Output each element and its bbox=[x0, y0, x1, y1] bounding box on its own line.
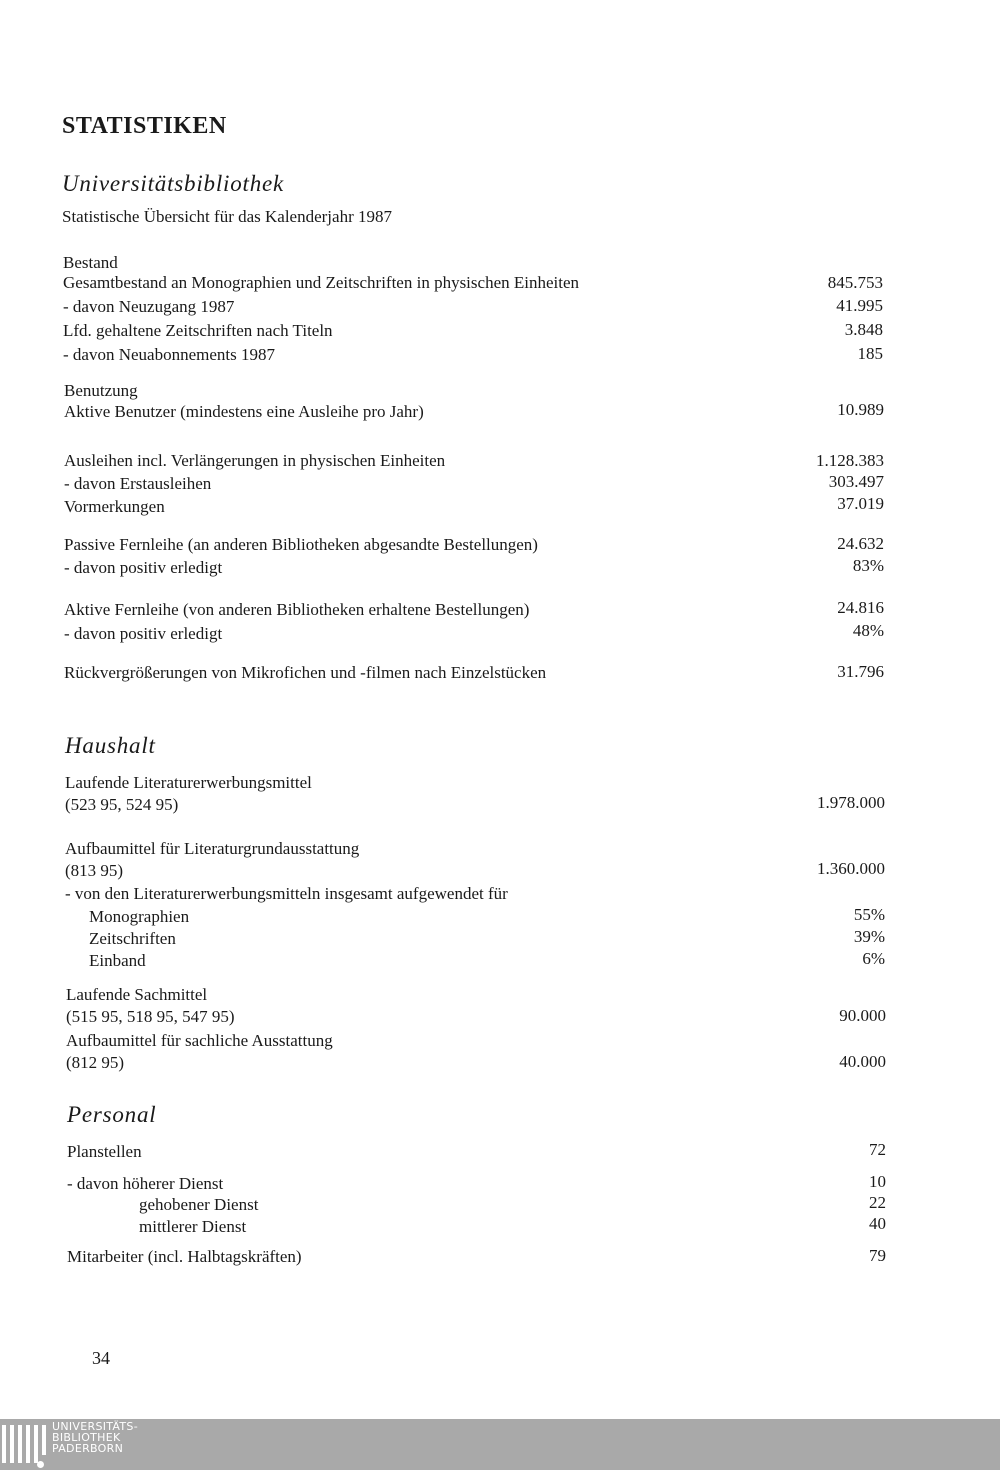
row-label: Monographien bbox=[89, 907, 190, 926]
row-code: (523 95, 524 95) bbox=[65, 795, 179, 814]
row-value: 40 bbox=[869, 1214, 886, 1233]
row-value: 79 bbox=[869, 1246, 886, 1265]
row-value: 185 bbox=[857, 344, 883, 363]
bestand-label: Bestand bbox=[63, 253, 118, 272]
row-value: 24.632 bbox=[837, 534, 884, 553]
row-value: 6% bbox=[862, 949, 885, 968]
row-code: (812 95) bbox=[66, 1053, 125, 1072]
row-label: Lfd. gehaltene Zeitschriften nach Titeln bbox=[63, 321, 333, 340]
row-label: - davon positiv erledigt bbox=[64, 558, 223, 577]
row-value: 3.848 bbox=[844, 320, 883, 339]
section-heading-library: Universitätsbibliothek bbox=[62, 171, 285, 196]
row-label: - davon Erstausleihen bbox=[64, 474, 212, 493]
row-value: 1.360.000 bbox=[817, 859, 885, 878]
section-heading-haushalt: Haushalt bbox=[65, 733, 156, 758]
row-label: Mitarbeiter (incl. Halbtagskräften) bbox=[67, 1247, 302, 1266]
row-label: - von den Literaturerwerbungsmitteln insgesamt aufgewendet für bbox=[65, 884, 508, 903]
row-label: Vormerkungen bbox=[64, 497, 165, 516]
row-label: Laufende Literaturerwerbungsmittel bbox=[65, 773, 312, 792]
page-title: STATISTIKEN bbox=[62, 113, 227, 139]
row-label: Aktive Benutzer (mindestens eine Ausleihe pro Jahr) bbox=[64, 402, 424, 421]
section-heading-personal: Personal bbox=[67, 1102, 157, 1127]
logo-dot-icon bbox=[37, 1461, 44, 1468]
row-value: 10.989 bbox=[837, 400, 884, 419]
row-value: 83% bbox=[852, 556, 884, 575]
row-value: 845.753 bbox=[827, 273, 883, 292]
row-value: 55% bbox=[853, 905, 885, 924]
row-value: 303.497 bbox=[828, 472, 884, 491]
row-label: Ausleihen incl. Verlängerungen in physischen Einheiten bbox=[64, 451, 446, 470]
footer-line: BIBLIOTHEK bbox=[52, 1431, 121, 1444]
row-label: Aufbaumittel für sachliche Ausstattung bbox=[66, 1031, 333, 1050]
row-label: - davon Neuzugang 1987 bbox=[63, 297, 235, 316]
row-code: (515 95, 518 95, 547 95) bbox=[66, 1007, 235, 1026]
row-label: Rückvergrößerungen von Mikrofichen und -filmen nach Einzelstücken bbox=[64, 663, 547, 682]
footer-line: PADERBORN bbox=[52, 1442, 124, 1455]
row-value: 37.019 bbox=[837, 494, 884, 513]
row-label: - davon höherer Dienst bbox=[67, 1174, 224, 1193]
row-value: 48% bbox=[852, 621, 884, 640]
row-code: (813 95) bbox=[65, 861, 124, 880]
row-label: Gesamtbestand an Monographien und Zeitschriften in physischen Einheiten bbox=[63, 273, 580, 292]
row-value: 1.978.000 bbox=[817, 793, 885, 812]
row-value: 10 bbox=[869, 1172, 886, 1191]
row-label: gehobener Dienst bbox=[139, 1195, 259, 1214]
row-label: Einband bbox=[89, 951, 146, 970]
row-label: Planstellen bbox=[67, 1142, 142, 1161]
row-value: 39% bbox=[853, 927, 885, 946]
row-label: - davon positiv erledigt bbox=[64, 624, 223, 643]
row-value: 1.128.383 bbox=[816, 451, 884, 470]
benutzung-label: Benutzung bbox=[64, 381, 138, 400]
row-label: - davon Neuabonnements 1987 bbox=[63, 345, 275, 364]
row-label: Laufende Sachmittel bbox=[66, 985, 208, 1004]
page-number: 34 bbox=[92, 1348, 110, 1368]
row-label: Passive Fernleihe (an anderen Bibliotheken abgesandte Bestellungen) bbox=[64, 535, 538, 554]
row-value: 90.000 bbox=[839, 1006, 886, 1025]
footer-logo-text bbox=[52, 1421, 138, 1454]
footer-bar bbox=[0, 1419, 1000, 1470]
row-label: Aktive Fernleihe (von anderen Bibliotheken erhaltene Bestellungen) bbox=[64, 600, 530, 619]
row-value: 40.000 bbox=[839, 1052, 886, 1071]
footer-line: UNIVERSITÄTS- bbox=[52, 1420, 138, 1433]
row-value: 41.995 bbox=[836, 296, 883, 315]
row-label: mittlerer Dienst bbox=[139, 1217, 247, 1236]
row-value: 22 bbox=[869, 1193, 886, 1212]
row-label: Zeitschriften bbox=[89, 929, 176, 948]
library-subtitle: Statistische Übersicht für das Kalenderjahr 1987 bbox=[62, 207, 392, 226]
row-label: Aufbaumittel für Literaturgrundausstattung bbox=[65, 839, 360, 858]
row-value: 72 bbox=[869, 1140, 886, 1159]
row-value: 31.796 bbox=[837, 662, 884, 681]
row-value: 24.816 bbox=[837, 598, 884, 617]
